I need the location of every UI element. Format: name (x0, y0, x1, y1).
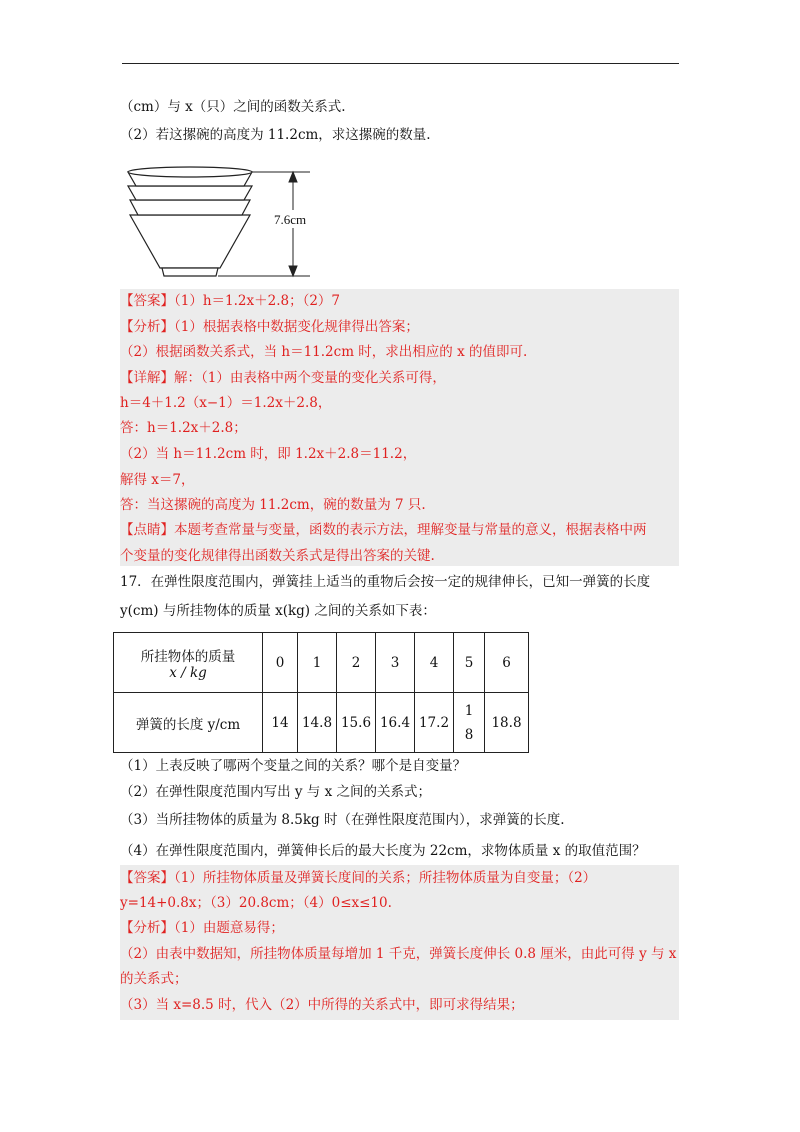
q16-intro-line1: （cm）与 x（只）之间的函数关系式. (120, 99, 346, 115)
bowl-2 (128, 186, 252, 200)
q17-stem-2: y(cm) 与所挂物体的质量 x(kg) 之间的关系如下表： (120, 603, 436, 619)
table-cell: 2 (337, 633, 376, 693)
q17-stem-1: 17．在弹性限度范围内，弹簧挂上适当的重物后会按一定的规律伸长，已知一弹簧的长度 (120, 574, 651, 590)
spring-data-table (113, 632, 529, 753)
table-cell: 18.8 (485, 693, 529, 753)
q16-detail-3: 答：h＝1.2x＋2.8； (120, 420, 247, 436)
q16-analysis-2: （2）根据函数关系式，当 h＝11.2cm 时，求出相应的 x 的值即可. (120, 344, 528, 360)
table-header-length: 弹簧的长度 y/cm (114, 693, 263, 753)
table-cell: 6 (485, 633, 529, 693)
table-header-mass: 所挂物体的质量 x / kg (114, 633, 263, 693)
q16-detail-5: 解得 x＝7， (120, 472, 195, 488)
arrow-down-icon (289, 266, 297, 276)
q17-sub-1: （1）上表反映了哪两个变量之间的关系？哪个是自变量？ (120, 758, 467, 774)
table-cell: 16.4 (376, 693, 415, 753)
bowl-stack-figure (120, 160, 320, 280)
q16-detail-6: 答：当这摞碗的高度为 11.2cm，碗的数量为 7 只. (120, 497, 426, 513)
q17-analysis-2: （2）由表中数据知，所挂物体质量每增加 1 千克，弹簧长度伸长 0.8 厘米，由此可得 y 与 x (120, 946, 677, 962)
table-row-mass (114, 633, 529, 693)
header-rule (122, 63, 679, 64)
table-cell: 14 (263, 693, 298, 753)
q17-analysis-4: （3）当 x=8.5 时，代入（2）中所得的关系式中，即可求得结果； (120, 997, 524, 1013)
table-cell: 14.8 (298, 693, 337, 753)
q17-sub-3: （3）当所挂物体的质量为 8.5kg 时（在弹性限度范围内），求弹簧的长度. (120, 812, 565, 828)
q16-detail-2: h＝4＋1.2（x−1）＝1.2x＋2.8， (120, 395, 332, 411)
q16-comment-2: 个变量的变化规律得出函数关系式是得出答案的关键. (120, 548, 435, 564)
q16-intro-line2: （2）若这摞碗的高度为 11.2cm，求这摞碗的数量. (120, 127, 431, 143)
q16-comment-1: 【点睛】本题考查常量与变量，函数的表示方法，理解变量与常量的意义，根据表格中两 (120, 522, 647, 538)
figure-label: 7.6cm (274, 212, 307, 227)
table-row-length (114, 693, 529, 753)
q17-analysis-3: 的关系式； (120, 971, 188, 987)
q17-answer-1: 【答案】（1）所挂物体质量及弹簧长度间的关系；所挂物体质量为自变量；（2） (120, 870, 597, 886)
q16-answer: 【答案】（1）h＝1.2x＋2.8；（2）7 (120, 293, 341, 309)
q16-detail-1: 【详解】解：（1）由表格中两个变量的变化关系可得， (120, 370, 446, 386)
table-cell: 5 (454, 633, 485, 693)
q16-analysis-1: 【分析】（1）根据表格中数据变化规律得出答案； (120, 319, 419, 335)
q16-detail-4: （2）当 h＝11.2cm 时，即 1.2x＋2.8＝11.2， (120, 446, 417, 462)
q17-analysis-1: 【分析】（1）由题意易得； (120, 920, 284, 936)
q17-answer-2: y=14+0.8x；（3）20.8cm；（4）0≤x≤10. (120, 895, 392, 911)
arrow-up-icon (289, 172, 297, 182)
table-cell: 4 (415, 633, 454, 693)
table-cell: 17.2 (415, 693, 454, 753)
bowl-3 (130, 200, 250, 215)
bowl-base (162, 268, 218, 276)
table-cell: 15.6 (337, 693, 376, 753)
q17-sub-4: （4）在弹性限度范围内，弹簧伸长后的最大长度为 22cm，求物体质量 x 的取值范围？ (120, 843, 646, 859)
table-cell: 1 (298, 633, 337, 693)
bowl-4 (130, 215, 250, 268)
table-cell: 1 8 (454, 693, 485, 753)
table-cell: 0 (263, 633, 298, 693)
table-cell: 3 (376, 633, 415, 693)
q17-sub-2: （2）在弹性限度范围内写出 y 与 x 之间的关系式； (120, 784, 431, 800)
